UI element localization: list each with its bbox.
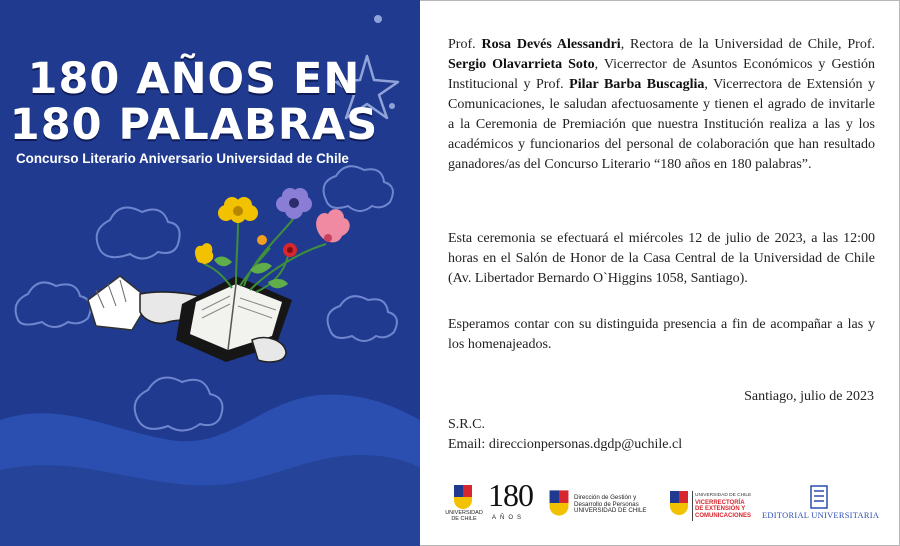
- place-date: Santiago, julio de 2023: [744, 389, 874, 404]
- flower-yellow: [218, 197, 258, 223]
- invitation-panel: [420, 0, 900, 546]
- vex-label-1: UNIVERSIDAD DE CHILE: [695, 493, 752, 498]
- years-word: AÑOS: [492, 515, 526, 521]
- dgdp-label-1: Dirección de Gestión y: [574, 494, 637, 501]
- dgdp-logo: [550, 479, 662, 525]
- vicerrector-name: Sergio Olavarrieta Soto: [448, 57, 595, 72]
- dgdp-crest-icon: [550, 490, 569, 515]
- uchile-label-2: DE CHILE: [451, 515, 477, 522]
- poster-title-line2: 180 PALABRAS: [9, 100, 379, 150]
- vex-label-2: VICERRECTORÍA: [695, 500, 745, 506]
- editorial-label: EDITORIAL UNIVERSITARIA: [762, 511, 880, 520]
- editorial-emblem-icon: [810, 485, 828, 509]
- rector-name: Rosa Devés Alessandri: [481, 37, 621, 52]
- uchile-180-logo: [440, 479, 540, 525]
- contact-email[interactable]: Email: direccionpersonas.dgdp@uchile.cl: [448, 437, 683, 452]
- uchile-crest-icon: [454, 485, 472, 509]
- invitation-paragraph-3: Esperamos contar con su distinguida presencia a fin de acompañar a las y los homenajeados.: [448, 317, 875, 352]
- editorial-logo: [762, 479, 880, 525]
- rsvp-note: S.R.C.: [448, 417, 485, 432]
- vicerrectora-name: Pilar Barba Buscaglia: [569, 77, 705, 92]
- poster-panel: [0, 0, 420, 546]
- dgdp-label-2: Desarrollo de Personas: [574, 500, 639, 508]
- vex-label-4: COMUNICACIONES: [695, 512, 752, 519]
- uchile-label-1: UNIVERSIDAD: [445, 510, 483, 516]
- vex-label-3: DE EXTENSIÓN Y: [695, 506, 746, 513]
- vex-crest-icon: [670, 491, 688, 515]
- poster-title-line1: 180 AÑOS EN: [27, 54, 361, 104]
- flower-red: [283, 243, 297, 257]
- flower-pink: [316, 209, 350, 242]
- years-number: 180: [488, 477, 533, 513]
- hand-book-illustration: [88, 188, 350, 362]
- invitation-paragraph-2: Esta ceremonia se efectuará el miércoles 12 de julio de 2023, a las 12:00 horas en el Salón de Honor de la Casa Central de la Universidad de Chile (Av. Libertador Bernardo O`Higgins 1058, Santiago).: [448, 231, 875, 286]
- poster-subtitle: Concurso Literario Aniversario Universidad de Chile: [16, 151, 349, 166]
- vex-logo: [670, 479, 756, 525]
- invitation-paragraph-1: Prof. Rosa Devés Alessandri, Rectora de la Universidad de Chile, Prof. Sergio Olavarrieta Soto, Vicerrector de Asuntos Económicos y Gestión Institucional y Prof. Pilar Barba Buscaglia, Vicerrectora de Extensión y Comunicaciones, le saludan afectuosamente y tienen el agrado de invitarle a la Ceremonia de Premiación que nuestra Institución realiza a las y los académicos y funcionarios del personal de colaboración que han resultado ganadores/as del Concurso Literario “180 años en 180 palabras”.: [448, 37, 876, 172]
- flower-purple: [276, 188, 312, 219]
- dgdp-label-3: UNIVERSIDAD DE CHILE: [574, 507, 647, 514]
